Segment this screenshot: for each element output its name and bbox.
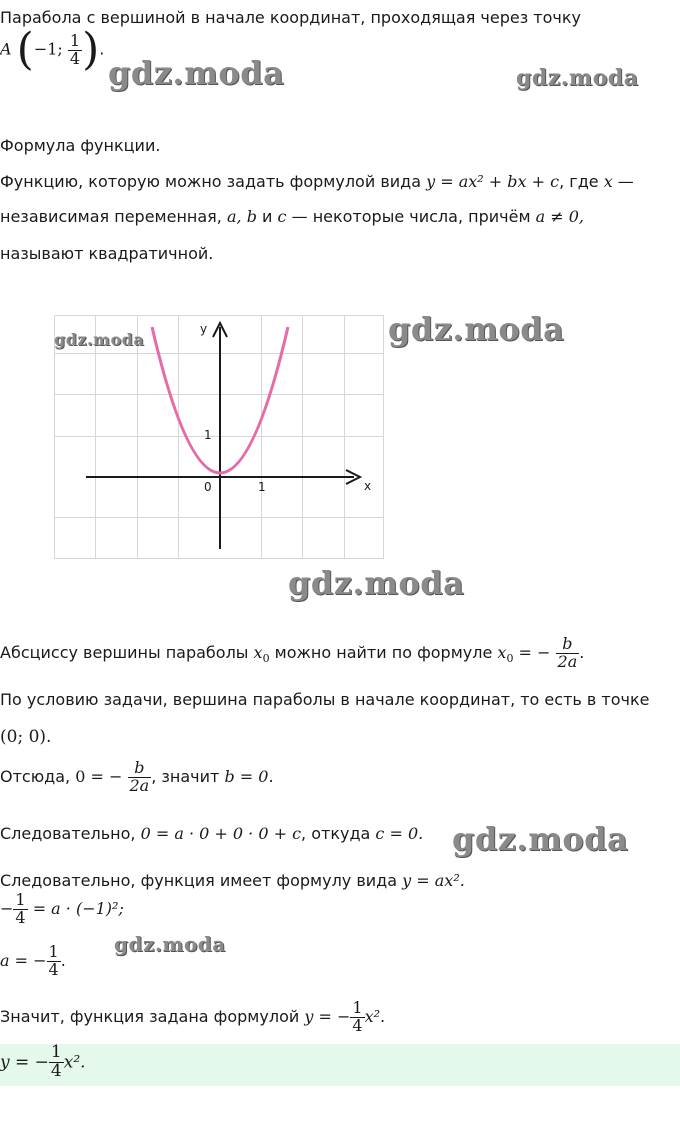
solution-line-2: По условию задачи, вершина параболы в начале координат, то есть в точке: [0, 690, 650, 709]
definition-line-1: Функцию, которую можно задать формулой вида y = ax² + bx + c, где x —: [0, 172, 634, 191]
watermark: gdz.moda: [452, 820, 629, 858]
watermark: gdz.moda: [108, 54, 285, 92]
solution-line-6: Следовательно, функция имеет формулу вида y = ax².: [0, 871, 465, 890]
solution-line-8: a = − $\frac{1}{4}$ .: [0, 942, 66, 979]
definition-line-3: называют квадратичной.: [0, 244, 214, 263]
watermark: gdz.moda: [516, 65, 639, 91]
y-unit-label: 1: [204, 428, 212, 442]
parabola-graph: [54, 315, 386, 563]
quadratic-formula: y = ax² + bx + c: [426, 172, 560, 191]
solution-line-4: Отсюда, 0 = − $\frac{b}{2a}$ , значит b = 0.: [0, 758, 274, 795]
solution-line-3: (0; 0).: [0, 727, 52, 747]
watermark: gdz.moda: [288, 564, 465, 602]
watermark: gdz.moda: [388, 310, 565, 348]
solution-line-9: Значит, функция задана формулой y = − $\frac{1}{4}$ x².: [0, 998, 386, 1035]
origin-label: 0: [204, 480, 212, 494]
x-axis-label: x: [364, 479, 372, 493]
x-unit-label: 1: [258, 480, 266, 494]
point-fraction: $\frac{1}{4}$: [69, 30, 81, 68]
answer-formula: y = − $\frac{1}{4}$ x².: [0, 1042, 86, 1081]
point-a: A (−1; $\frac{1}{4}$ ).: [0, 24, 105, 75]
point-coords: −1;: [33, 39, 63, 59]
problem-statement: Парабола с вершиной в начале координат, проходящая через точку: [0, 8, 581, 27]
definition-heading: Формула функции.: [0, 136, 161, 155]
answer-box: [0, 1044, 680, 1086]
y-axis-label: y: [200, 322, 208, 336]
point-label: A: [0, 39, 12, 59]
solution-line-5: Следовательно, 0 = a · 0 + 0 · 0 + c, откуда c = 0.: [0, 824, 424, 843]
definition-line-2: независимая переменная, a, b и c — некоторые числа, причём a ≠ 0,: [0, 207, 584, 226]
solution-line-7: − $\frac{1}{4}$ = a · (−1)²;: [0, 890, 124, 927]
solution-line-1: Абсциссу вершины параболы $x_0$ можно найти по формуле $x_0$ = − $\frac{b}{2a}$ .: [0, 634, 585, 671]
watermark: gdz.moda: [54, 330, 145, 349]
watermark: gdz.moda: [114, 932, 226, 956]
